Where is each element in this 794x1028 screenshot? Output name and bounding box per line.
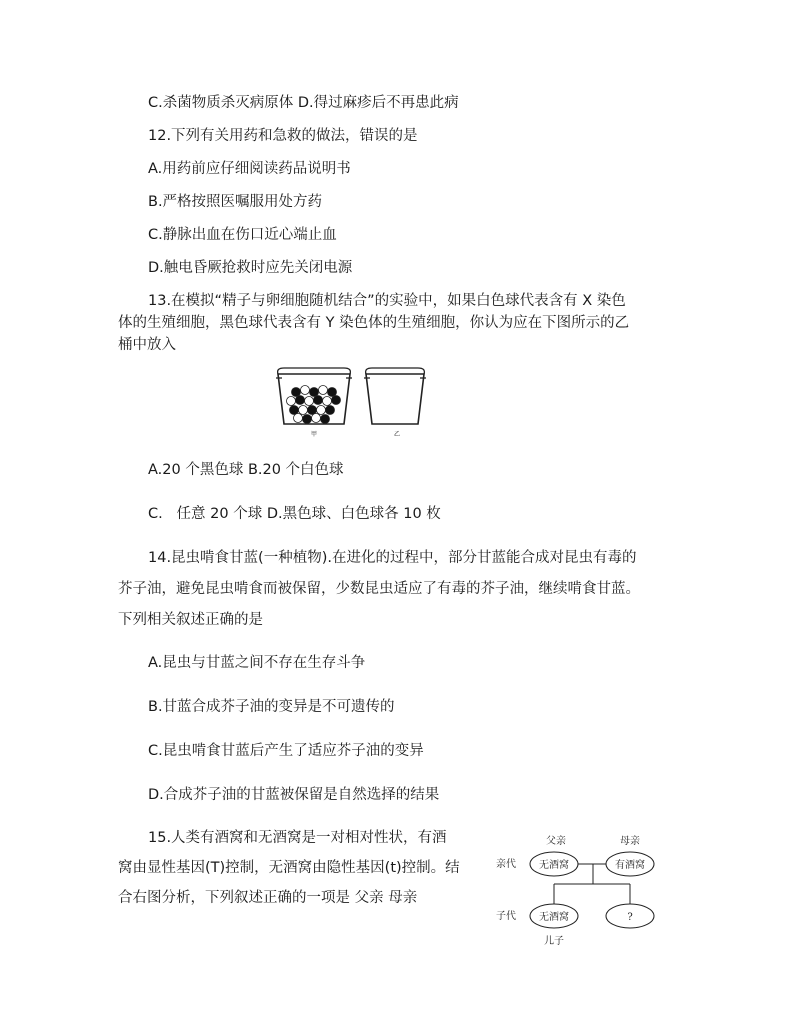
children-row-label: 子代 <box>496 911 516 922</box>
q13-stem-line-3: 桶中放入 <box>118 337 176 353</box>
q15-stem-line-1: 15.人类有酒窝和无酒窝是一对相对性状，有酒 <box>148 830 447 846</box>
bucket-yi <box>364 368 426 438</box>
q14-stem-line-1: 14.昆虫啃食甘蓝(一种植物).在进化的过程中，部分甘蓝能合成对昆虫有毒的 <box>148 550 637 566</box>
q12-option-d: D.触电昏厥抢救时应先关闭电源 <box>148 260 353 276</box>
q14-option-d: D.合成芥子油的甘蓝被保留是自然选择的结果 <box>148 787 440 803</box>
q15-stem-line-3: 合右图分析，下列叙述正确的一项是 父亲 母亲 <box>118 890 418 906</box>
q13-stem-line-1: 13.在模拟“精子与卵细胞随机结合”的实验中，如果白色球代表含有 X 染色 <box>148 293 626 309</box>
bucket-jia <box>276 368 352 438</box>
mother-label: 母亲 <box>620 836 640 847</box>
q12-option-a: A.用药前应仔细阅读药品说明书 <box>148 161 351 177</box>
q14-option-c: C.昆虫啃食甘蓝后产生了适应芥子油的变异 <box>148 743 424 759</box>
q13-option-ab: A.20 个黑色球 B.20 个白色球 <box>148 462 344 478</box>
q14-option-b: B.甘蓝合成芥子油的变异是不可遗传的 <box>148 699 395 715</box>
bucket-yi-label: 乙 <box>393 431 401 438</box>
q13-stem-line-2: 体的生殖细胞，黑色球代表含有 Y 染色体的生殖细胞，你认为应在下图所示的乙 <box>118 315 630 331</box>
mother-trait: 有酒窝 <box>615 860 645 871</box>
q12-option-c: C.静脉出血在伤口近心端止血 <box>148 227 337 243</box>
parents-row-label: 亲代 <box>496 859 516 870</box>
q14-option-a: A.昆虫与甘蓝之间不存在生存斗争 <box>148 655 366 671</box>
son-trait: 无酒窝 <box>539 912 569 923</box>
bucket-jia-label: 甲 <box>310 431 318 438</box>
q12-option-b: B.严格按照医嘱服用处方药 <box>148 194 323 210</box>
q15-stem-line-2: 窝由显性基因(T)控制，无酒窝由隐性基因(t)控制。结 <box>118 860 460 876</box>
son-label: 儿子 <box>544 936 564 947</box>
pedigree-diagram <box>490 832 670 950</box>
q11-option-cd: C.杀菌物质杀灭病原体 D.得过麻疹后不再患此病 <box>148 95 459 111</box>
q13-option-cd: C. 任意 20 个球 D.黑色球、白色球各 10 枚 <box>148 506 441 522</box>
bucket-figure <box>272 366 432 446</box>
father-trait: 无酒窝 <box>539 860 569 871</box>
q12-stem: 12.下列有关用药和急救的做法，错误的是 <box>148 128 418 144</box>
q14-stem-line-2: 芥子油，避免昆虫啃食而被保留，少数昆虫适应了有毒的芥子油，继续啃食甘蓝。 <box>118 581 640 597</box>
unknown-child-mark: ? <box>627 912 633 923</box>
q14-stem-line-3: 下列相关叙述正确的是 <box>118 612 263 628</box>
father-label: 父亲 <box>546 836 566 847</box>
